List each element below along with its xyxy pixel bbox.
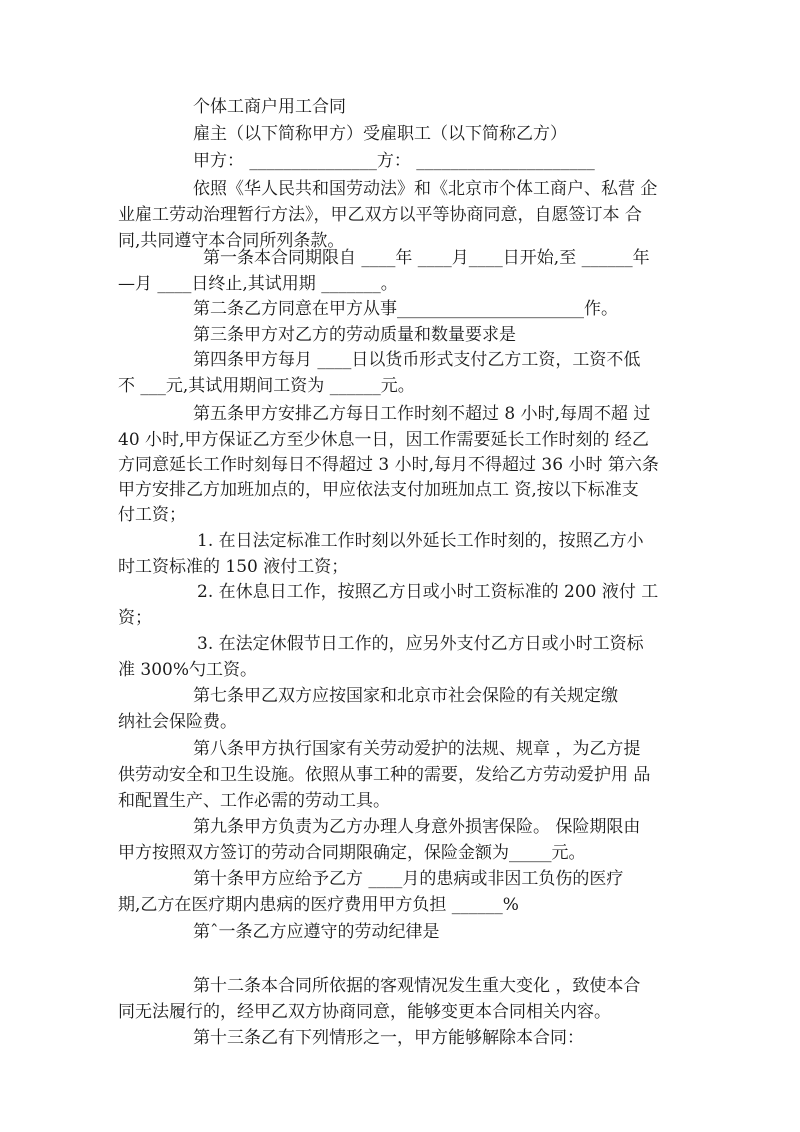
list-item-2-cont: 资； (118, 608, 152, 628)
article-12-line: 同无法履行的，经甲乙双方协商同意，能够变更本合同相关内容。 (118, 1002, 611, 1022)
article-7-line: 纳社会保险费。 (118, 712, 237, 732)
article-10-line: 期,乙方在医疗期内患病的医疗费用甲方负担 ______% (118, 895, 519, 915)
article-9-line: 甲方按照双方签订的劳动合同期限确定，保险金额为_____元。 (118, 843, 586, 863)
list-item-3-cont: 准 300%勺工资。 (118, 660, 258, 680)
parties-definition: 雇主（以下简称甲方）受雇职工（以下简称乙方） (193, 124, 567, 144)
article-5-line: 第五条甲方安排乙方每日工作时刻不超过 8 小时,每周不超 过 (193, 404, 651, 424)
preamble-line: 同,共同遵守本合同所列条款。 (118, 231, 345, 251)
article-3: 第三条甲方对乙方的劳动质量和数量要求是 (193, 325, 516, 345)
article-4-line: 第四条甲方每月 ____日以货币形式支付乙方工资，工资不低 (193, 350, 641, 370)
article-6-line: 付工资； (118, 505, 186, 525)
list-item-1-cont: 时工资标准的 150 液付工资； (118, 557, 349, 577)
article-4-line: 不 ___元,其试用期间工资为 ______元。 (118, 376, 415, 396)
preamble-line: 依照《华人民共和国劳动法》和《北京市个体工商户、私营 企 (193, 179, 658, 199)
document-title: 个体工商户用工合同 (193, 97, 346, 117)
list-item-1: 1. 在日法定标准工作时刻以外延长工作时刻的，按照乙方小 (197, 531, 644, 551)
list-item-2: 2. 在休息日工作，按照乙方日或小时工资标准的 200 液付 工 (197, 582, 659, 602)
article-1-line: 第一条本合同期限自 ____年 ____月____日开始,至 ______年 (203, 248, 650, 268)
article-1-line: —月 ____日终止,其试用期 _______。 (118, 274, 398, 294)
article-8-line: 供劳动安全和卫生设施。依照从事工种的需要，发给乙方劳动爱护用 品 (118, 765, 651, 785)
article-11: 第ˆ一条乙方应遵守的劳动纪律是 (193, 922, 440, 942)
article-12-line: 第十二条本合同所依据的客观情况发生重大变化 ，致使本合 (193, 976, 641, 996)
preamble-line: 业雇工劳动治理暂行方法》，甲乙双方以平等协商同意，自愿签订本 合 (118, 205, 642, 225)
article-9-line: 第九条甲方负责为乙方办理人身意外损害保险。 保险期限由 (193, 817, 641, 837)
article-5-line: 方同意延长工作时刻每日不得超过 3 小时,每月不得超过 36 小时 第六条 (118, 455, 659, 475)
article-2: 第二条乙方同意在甲方从事______________________作。 (193, 299, 618, 319)
article-8-line: 和配置生产、工作必需的劳动工具。 (118, 791, 390, 811)
article-10-line: 第十条甲方应给予乙方 ____月的患病或非因工负伤的医疗 (193, 869, 624, 889)
list-item-3: 3. 在法定休假节日工作的，应另外支付乙方日或小时工资标 (197, 634, 644, 654)
article-8-line: 第八条甲方执行国家有关劳动爱护的法规、规章 ，为乙方提 (193, 739, 641, 759)
parties-signature-fields: 甲方： _______________方： _____________________ (193, 151, 595, 171)
article-6-line: 甲方安排乙方加班加点的，甲应依法支付加班加点工 资,按以下标准支 (118, 480, 639, 500)
article-13: 第十三条乙有下列情形之一，甲方能够解除本合同： (193, 1028, 584, 1048)
article-5-line: 40 小时,甲方保证乙方至少休息一日，因工作需要延长工作时刻的 经乙 (118, 430, 649, 450)
article-7-line: 第七条甲乙双方应按国家和北京市社会保险的有关规定缴 (193, 686, 618, 706)
